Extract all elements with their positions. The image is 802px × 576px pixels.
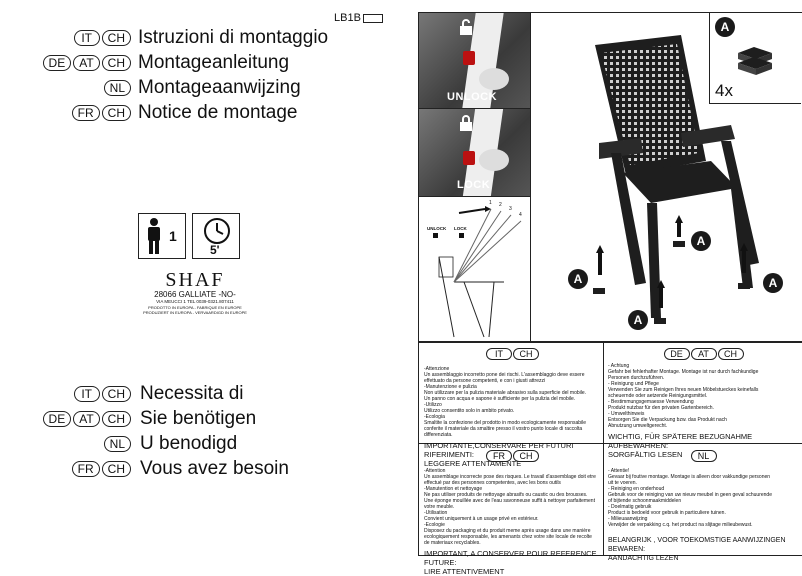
text-line: ecologiquement responsable, les amenants chez votre site locale de recolte: [424, 534, 592, 540]
brand-contact: VIA MEUCCI 1 TEL 0039-0321.807411: [156, 299, 234, 304]
code-box: [363, 14, 383, 23]
footer-line: AANDACHTIG LEZEN: [608, 555, 679, 562]
text-line: - Reiniging en onderhoud: [608, 486, 665, 492]
lang-pill: IT: [486, 348, 512, 360]
clock-icon: [202, 216, 232, 246]
text-line: Utilizzo consentito solo in ambito privato.: [424, 408, 515, 414]
warning-fr: [424, 446, 602, 576]
title-nl: Montageaanwijzing: [138, 77, 301, 98]
text-line: - Bestimmungsgemaesse Verwendung: [608, 399, 694, 405]
text-line: Smaltite la confezione del prodotto in modo ecologicamente responsabile: [424, 420, 587, 426]
text-line: Gevaar bij foutive montage. Montage is alleen door vakkundige personen: [608, 474, 771, 480]
text-line: Non utilizzare per la pulizia materiale abrasivo sulla superficie del mobile.: [424, 390, 587, 396]
position-label: 1: [489, 200, 492, 206]
warning-text: [608, 468, 800, 528]
lang-pill: NL: [104, 436, 131, 452]
lang-pill: NL: [104, 80, 131, 96]
lang-pill: CH: [718, 348, 744, 360]
text-line: Une éponge mouillée avec de l'eau savonneuse suffit à nettoyer parfaitement: [424, 498, 595, 504]
text-line: -Ecologia: [424, 414, 445, 420]
lang-pill: NL: [691, 450, 717, 462]
text-line: differenziata.: [424, 432, 453, 438]
position-label: 4: [519, 212, 522, 218]
text-line: Disposez du packaging et du produit meme après usage dans une manière: [424, 528, 591, 534]
need-row-de: [0, 408, 256, 430]
text-line: conferite il materiale da smaltire presso il vostro punto locale di raccolta: [424, 426, 583, 432]
lang-pill: FR: [486, 450, 512, 462]
text-line: - Attentie!: [608, 468, 630, 474]
text-line: Convient uniquement à un usage privé en extérieur.: [424, 516, 539, 522]
text-line: Gefahr bei fehlerhafter Montage. Montage ist nur durch fachkundige: [608, 369, 759, 375]
parts-inset: [709, 13, 801, 104]
lang-pill: AT: [691, 348, 717, 360]
persons-count: 1: [169, 228, 177, 244]
time-box: [192, 213, 240, 259]
title-fr: Notice de montage: [138, 102, 298, 123]
text-line: Un assemblaggio incorretto pone dei rischi. L'assemblaggio deve essere: [424, 372, 585, 378]
warnings-divider-vertical: [603, 342, 604, 555]
lock-icon: [459, 115, 473, 131]
time-value: 5': [210, 243, 220, 257]
warning-nl: [608, 446, 800, 562]
foot-cap-icon: [732, 43, 782, 83]
position-label: 3: [509, 206, 512, 212]
title-it: Istruzioni di montaggio: [138, 27, 329, 48]
lang-pill: DE: [43, 411, 72, 427]
warning-footer: [424, 549, 602, 576]
text-line: -Attention: [424, 468, 446, 474]
need-title-nl: U benodigd: [140, 433, 238, 454]
parts-quantity: 4x: [715, 81, 733, 100]
lang-pill: CH: [102, 30, 131, 46]
footer-line: LIRE ATTENTIVEMENT: [424, 567, 505, 576]
text-line: -Manutenzione e pulizia: [424, 384, 477, 390]
lang-pill: DE: [664, 348, 690, 360]
need-title-fr: Vous avez besoin: [140, 458, 289, 479]
lang-pill: AT: [73, 411, 99, 427]
title-de: Montageanleitung: [138, 52, 290, 73]
text-line: effectué par des personnes competentes, avec les bons outils: [424, 480, 561, 486]
part-a-marker: A: [763, 273, 783, 293]
warning-text: [424, 468, 602, 546]
brand-logo: SHAF: [165, 269, 225, 291]
text-line: Abnutzung umweltgerecht.: [608, 423, 668, 429]
lang-pill: FR: [72, 105, 100, 121]
brand-block: [140, 270, 250, 315]
small-unlock-label: UNLOCK: [427, 226, 447, 231]
lang-pill: CH: [102, 105, 131, 121]
need-title-de: Sie benötigen: [140, 408, 257, 429]
part-a-marker: A: [691, 231, 711, 251]
need-title-it: Necessita di: [140, 383, 244, 404]
footer-line: BELANGRIJK , VOOR TOEKOMSTIGE AANWIJZINGEN BEWAREN:: [608, 537, 786, 553]
footer-line: WICHTIG, FÜR SPÄTERE BEZUGNAHME AUFBEWAHREN:: [608, 432, 753, 450]
position-label: 2: [499, 202, 502, 208]
lang-pill: AT: [73, 55, 99, 71]
lang-pill: DE: [43, 55, 72, 71]
need-row-fr: [0, 458, 289, 480]
text-line: -Utilisation: [424, 510, 448, 516]
need-row-it: [0, 383, 244, 405]
lang-pill: IT: [74, 386, 100, 402]
warning-text: [608, 363, 800, 429]
text-line: Product is bedoeld voor gebruik in particuliere tuinen.: [608, 510, 726, 516]
warning-footer: [608, 536, 800, 563]
lang-pill: CH: [102, 386, 131, 402]
text-line: Verwenden Sie zum Reinigen Ihres neuen Möbelstueckes keinefalls: [608, 387, 759, 393]
text-line: Un panno con acqua e sapone è sufficiente per la pulizia del mobile.: [424, 396, 576, 402]
lang-row-nl: [0, 77, 301, 99]
lock-photo: [419, 109, 530, 196]
recline-diagram: [419, 197, 530, 342]
lang-pill: CH: [102, 461, 131, 477]
brand-address: 28066 GALLIATE -NO-: [154, 290, 236, 299]
text-line: uit te voeren.: [608, 480, 637, 486]
lang-row-de: [0, 52, 289, 74]
code-label: LB1B: [334, 12, 361, 24]
footer-line: SORGFÄLTIG LESEN: [608, 450, 683, 459]
text-line: -Ecologie: [424, 522, 445, 528]
persons-box: [138, 213, 186, 259]
text-line: effettuato da persone competenti, e con i giusti attrezzi: [424, 378, 546, 384]
text-line: scheuernde oder aetzende Reinigungsmittel.: [608, 393, 708, 399]
brand-line: PRODOTTO IN EUROPA - FABRIQUE EN EUROPE: [148, 305, 242, 310]
text-line: -Utilizzo: [424, 402, 442, 408]
text-line: - Umwelthinweis: [608, 411, 645, 417]
lang-pill: CH: [513, 450, 539, 462]
text-line: Entsorgen Sie die Verpackung bzw. das Produkt nach: [608, 417, 727, 423]
text-line: of bijtende schoonmaakmiddelen: [608, 498, 682, 504]
small-lock-icon: [459, 233, 464, 238]
lang-pill: IT: [74, 30, 100, 46]
text-line: - Achtung: [608, 363, 630, 369]
lang-pill: CH: [102, 55, 131, 71]
text-line: Verwijder de verpakking c.q. het product na slijtage milieubewust.: [608, 522, 753, 528]
brand-line: PRODUZIERT IN EUROPA - VERVAARDIGD IN EUROPE: [143, 310, 247, 315]
small-lock-label: LOCK: [454, 226, 467, 231]
footer-line: IMPORTANT, A CONSERVER POUR REFERENCE FUTURE:: [424, 549, 597, 567]
text-line: Produkt nutzbar für den privaten Gartenbereich.: [608, 405, 714, 411]
text-line: Un assemblage incorrecte pose des risques. Le travail d'assemblage doit etre: [424, 474, 596, 480]
recline-drawing: [419, 197, 530, 342]
footer-line: IMPORTANTE,CONSERVARE PER FUTURI RIFERIMENTI:: [424, 441, 574, 459]
lang-row-fr: [0, 102, 298, 124]
parts-letter-badge: A: [715, 17, 735, 37]
document-code: [334, 12, 383, 24]
text-line: Gebruik voor de reiniging van uw nieuw meubel in geen geval schuurende: [608, 492, 772, 498]
text-line: de materiaux recyclables.: [424, 540, 481, 546]
unlock-label: UNLOCK: [447, 91, 498, 103]
unlock-icon: [459, 19, 473, 35]
lang-pill: CH: [102, 411, 131, 427]
warning-text: [424, 366, 602, 438]
text-line: -Manutention et nettoyage: [424, 486, 483, 492]
need-row-nl: [0, 433, 237, 455]
lang-pill: FR: [72, 461, 100, 477]
text-line: Ne pas utiliser produits de nettoyage abrasifs ou caustic ou des brousses.: [424, 492, 588, 498]
unlock-photo: [419, 13, 530, 108]
footer-line: LEGGERE ATTENTAMENTE: [424, 459, 522, 468]
part-a-marker: A: [628, 310, 648, 330]
text-line: Personen durchzuführen.: [608, 375, 665, 381]
text-line: votre meuble.: [424, 504, 455, 510]
lang-pill: CH: [513, 348, 539, 360]
text-line: - Milieuaanwijzing: [608, 516, 648, 522]
text-line: -Attenzione: [424, 366, 450, 372]
part-a-marker: A: [568, 269, 588, 289]
small-unlock-icon: [433, 233, 438, 238]
text-line: - Doelmatig gebruik: [608, 504, 652, 510]
lang-row-it: [0, 27, 328, 49]
text-line: - Reinigung und Pflege: [608, 381, 659, 387]
lock-label: LOCK: [457, 179, 491, 191]
person-icon: [143, 217, 165, 257]
